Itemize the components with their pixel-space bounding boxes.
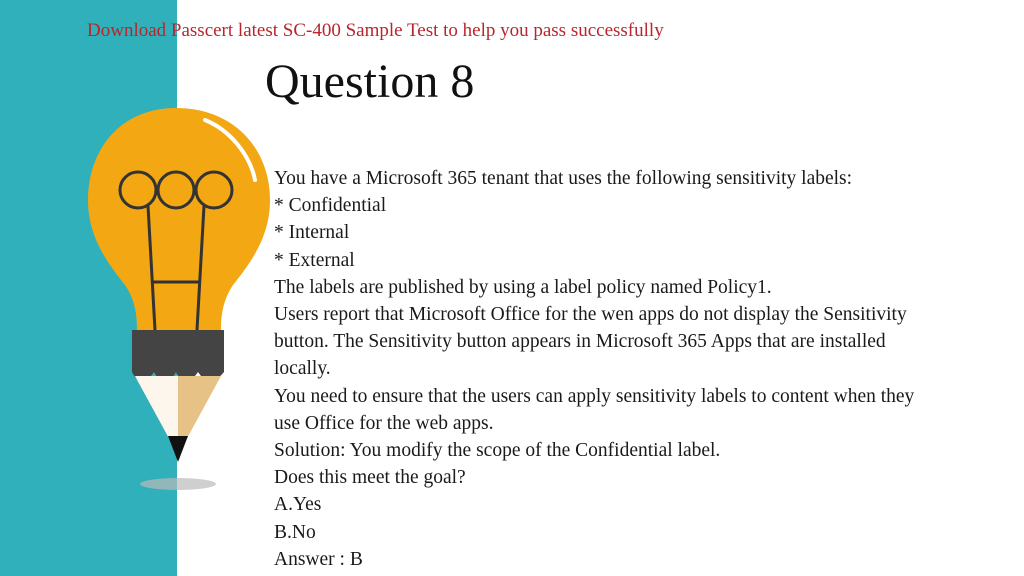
download-banner[interactable]: Download Passcert latest SC-400 Sample Test to help you pass successfully — [87, 20, 664, 41]
answer-line: Answer : B — [274, 548, 363, 570]
question-body — [274, 165, 1014, 573]
report-line: Users report that Microsoft Office for the wen apps do not display the Sensitivity — [274, 304, 907, 326]
label-item: * Internal — [274, 222, 350, 244]
option-a: A.Yes — [274, 494, 322, 516]
label-item: * External — [274, 249, 355, 271]
solution-statement: Solution: You modify the scope of the Confidential label. — [274, 440, 721, 462]
policy-statement: The labels are published by using a label policy named Policy1. — [274, 276, 772, 298]
goal-question: Does this meet the goal? — [274, 467, 466, 489]
report-line: locally. — [274, 358, 331, 380]
question-intro: You have a Microsoft 365 tenant that uses the following sensitivity labels: — [274, 168, 853, 189]
report-line: button. The Sensitivity button appears in Microsoft 365 Apps that are installed — [274, 331, 886, 353]
question-title: Question 8 — [265, 55, 475, 108]
requirement-line: use Office for the web apps. — [274, 412, 494, 434]
label-item: * Confidential — [274, 195, 387, 217]
requirement-line: You need to ensure that the users can apply sensitivity labels to content when they — [274, 385, 915, 407]
lightbulb-pencil-icon — [80, 100, 280, 500]
option-b: B.No — [274, 521, 316, 543]
